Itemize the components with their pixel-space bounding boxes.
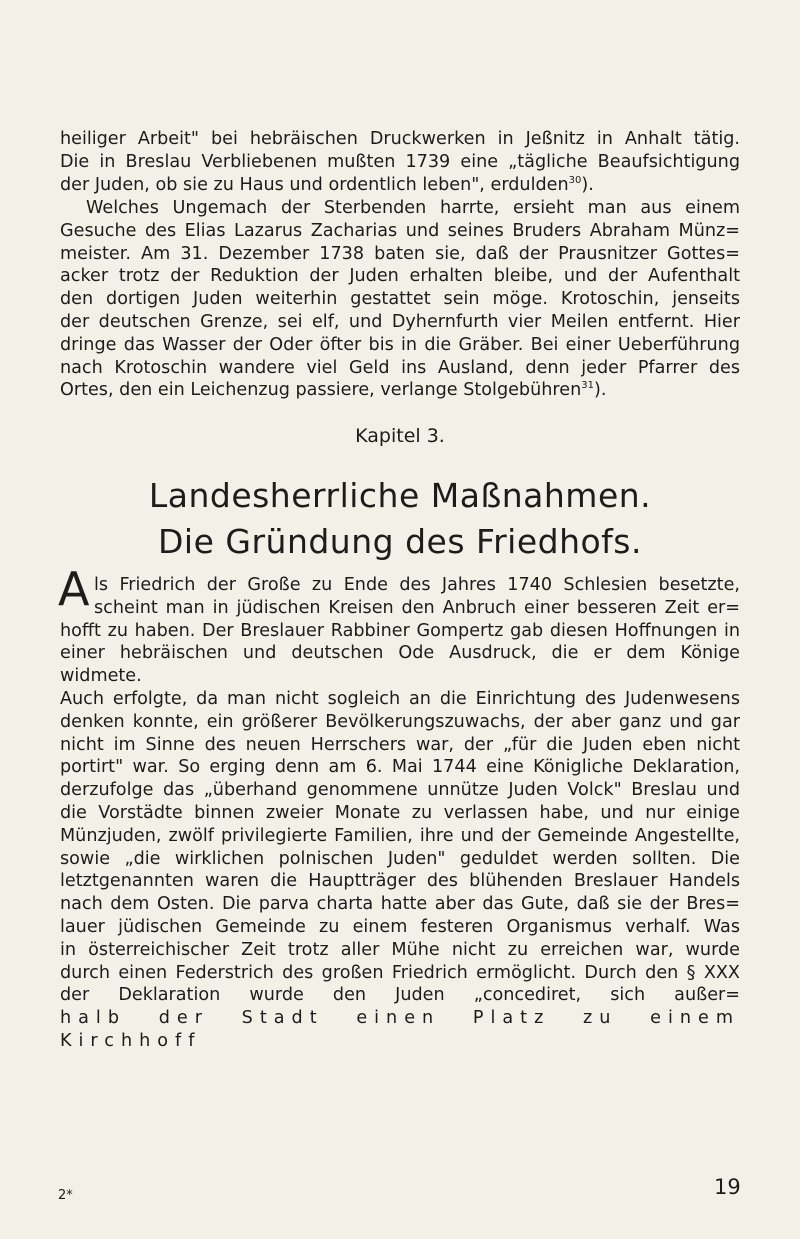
text-line: nicht im Sinne des neuen Herrschers war, der „für die Juden eben nicht [60,734,740,755]
paragraph-friedrich [60,574,740,1053]
section-subtitle: Die Gründung des Friedhofs. [158,522,642,561]
paragraph-intro [60,128,740,196]
text-line: lauer jüdischen Gemeinde zu einem festeren Organismus verhalf. Was [60,916,740,937]
signature-mark: 2* [58,1188,73,1203]
section-title: Landesherrliche Maßnahmen. [148,476,652,515]
text-line: dringe das Wasser der Oder öfter bis in die Gräber. Bei einer Ueberführung [60,334,740,355]
footnote-ref: 30 [568,174,582,186]
text-line: der deutschen Grenze, sei elf, und Dyhernfurth vier Meilen entfernt. Hier [60,311,740,332]
text-line: letztgenannten waren die Hauptträger des blühenden Breslauer Handels [60,871,740,892]
chapter-heading: Kapitel 3. [355,425,445,447]
text-line: nach dem Osten. Die parva charta hatte aber das Gute, daß sie der Bres= [60,894,740,915]
footnote-ref: 31 [581,380,594,392]
text-line: heiliger Arbeit" bei hebräischen Druckwerken in Jeßnitz in Anhalt tätig. [60,129,740,149]
text-line-body: Ortes, den ein Leichenzug passiere, verlange Stolgebühren [60,380,582,401]
text-line: nach Krotoschin wandere viel Geld ins Ausland, denn jeder Pfarrer des [60,357,740,378]
text-line: in österreichischer Zeit trotz aller Mühe nicht zu erreichen war, wurde [60,939,740,960]
text-line: denken konnte, ein größerer Bevölkerungszuwachs, der aber ganz und gar [60,711,740,732]
text-line: den dortigen Juden weiterhin gestattet sein möge. Krotoschin, jenseits [60,289,740,310]
text-line: der Deklaration wurde den Juden „concediret, sich außer= [60,985,740,1006]
text-line: hofft zu haben. Der Breslauer Rabbiner Gompertz gab diesen Hoffnungen in [60,620,740,641]
text-line: ls Friedrich der Große zu Ende des Jahres 1740 Schlesien besetzte, [94,575,740,595]
text-line: einer hebräischen und deutschen Ode Ausdruck, die er dem Könige widmete. [60,643,740,687]
text-line: Welches Ungemach der Sterbenden harrte, ersieht man aus einem [86,198,740,218]
text-line: Die in Breslau Verbliebenen mußten 1739 eine „tägliche Beaufsichtigung [60,151,740,172]
paragraph-ungemach [60,197,740,402]
text-line-body: der Juden, ob sie zu Haus und ordentlich leben", erdulden [60,174,569,195]
text-line: derzufolge das „überhand genommene unnütze Juden Volck" Breslau und [60,780,740,801]
text-line: sowie „die wirklichen polnischen Juden" geduldet werden sollten. Die [60,848,740,869]
text-line [60,379,740,402]
text-line: meister. Am 31. Dezember 1738 baten sie, daß der Prausnitzer Gottes= [60,243,740,264]
page-number: 19 [714,1175,741,1199]
text-line-end: ). [593,380,607,401]
drop-cap: A [58,562,90,616]
text-line [60,174,740,197]
text-line: acker trotz der Reduktion der Juden erhalten bleibe, und der Aufenthalt [60,266,740,287]
text-line: Auch erfolgte, da man nicht sogleich an die Einrichtung des Judenwesens [60,688,740,709]
text-line: halb der Stadt einen Platz zu einem Kirchhoff [60,1008,740,1051]
text-line: die Vorstädte binnen zweier Monate zu verlassen habe, und nur einige [60,802,740,823]
text-line: Gesuche des Elias Lazarus Zacharias und seines Bruders Abraham Münz= [60,220,740,241]
text-line: portirt" war. So erging denn am 6. Mai 1744 eine Königliche Deklaration, [60,757,740,778]
text-line: Münzjuden, zwölf privilegierte Familien, ihre und der Gemeinde Angestellte, [60,825,740,846]
text-line: scheint man in jüdischen Kreisen den Anbruch einer besseren Zeit er= [94,597,740,618]
text-line-end: ). [581,174,594,195]
text-line: durch einen Federstrich des großen Friedrich ermöglicht. Durch den § XXX [60,962,740,983]
